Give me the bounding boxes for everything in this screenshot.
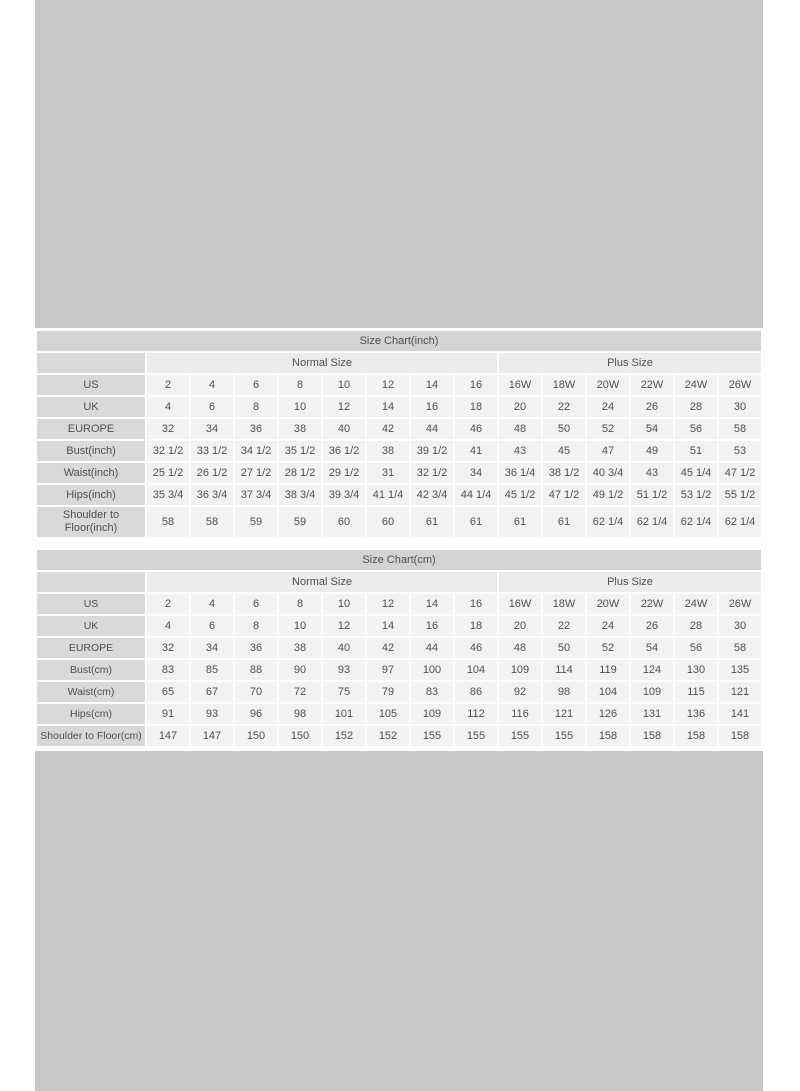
group-header-normal-size: Normal Size [147,572,497,592]
table-cell: 62 1/4 [587,507,629,537]
table-cell: 121 [543,704,585,724]
row-label: Shoulder to Floor(inch) [37,507,145,537]
table-cell: 24 [587,616,629,636]
table-cell: 59 [279,507,321,537]
table-cell: 32 [147,638,189,658]
table-cell: 100 [411,660,453,680]
table-row [37,397,761,417]
table-cell: 47 1/2 [543,485,585,505]
table-cell: 24W [675,594,717,614]
table-cell: 112 [455,704,497,724]
table-row [37,594,761,614]
table-cell: 10 [279,616,321,636]
table-cell: 14 [411,594,453,614]
table-row [37,682,761,702]
table-cell: 136 [675,704,717,724]
table-cell: 51 [675,441,717,461]
table-cell: 46 [455,638,497,658]
table-cell: 30 [719,397,761,417]
table-cell: 41 1/4 [367,485,409,505]
table-cell: 16 [411,397,453,417]
table-cell: 49 [631,441,673,461]
table-cell: 4 [191,375,233,395]
table-cell: 55 1/2 [719,485,761,505]
size-chart-panel [35,328,763,751]
table-cell: 32 1/2 [411,463,453,483]
table-row [37,726,761,746]
row-label: EUROPE [37,419,145,439]
table-cell: 147 [191,726,233,746]
table-cell: 40 [323,638,365,658]
corner-cell [37,353,145,373]
table-row [37,463,761,483]
table-cell: 27 1/2 [235,463,277,483]
table-cell: 42 3/4 [411,485,453,505]
table-cell: 37 3/4 [235,485,277,505]
table-cell: 88 [235,660,277,680]
row-label: Waist(cm) [37,682,145,702]
table-cell: 22 [543,616,585,636]
row-label: Bust(cm) [37,660,145,680]
group-header-normal-size: Normal Size [147,353,497,373]
corner-cell [37,572,145,592]
table-cell: 6 [191,616,233,636]
table-cell: 10 [323,594,365,614]
product-image-gray-backdrop [35,0,763,1091]
table-cell: 10 [279,397,321,417]
table-cell: 20 [499,397,541,417]
table-row [37,704,761,724]
table-row [37,616,761,636]
table-cell: 39 1/2 [411,441,453,461]
table-cell: 62 1/4 [719,507,761,537]
table-row [37,660,761,680]
table-cell: 54 [631,638,673,658]
table-cell: 152 [323,726,365,746]
table-cell: 4 [147,616,189,636]
table-cell: 104 [455,660,497,680]
table-cell: 158 [719,726,761,746]
table-cell: 28 [675,397,717,417]
table-cell: 6 [235,375,277,395]
table-cell: 152 [367,726,409,746]
table-cell: 40 3/4 [587,463,629,483]
table-cell: 53 [719,441,761,461]
table-cell: 8 [279,375,321,395]
table-cell: 34 1/2 [235,441,277,461]
table-cell: 38 3/4 [279,485,321,505]
table-title-row [37,550,761,570]
row-label: US [37,375,145,395]
table-cell: 61 [543,507,585,537]
table-cell: 12 [367,375,409,395]
table-cell: 135 [719,660,761,680]
table-cell: 28 1/2 [279,463,321,483]
table-cell: 24 [587,397,629,417]
table-cell: 24W [675,375,717,395]
table-cell: 20W [587,594,629,614]
table-cell: 34 [191,638,233,658]
table-cell: 36 1/4 [499,463,541,483]
table-cell: 50 [543,419,585,439]
table-row [37,419,761,439]
table-cell: 115 [675,682,717,702]
table-cell: 53 1/2 [675,485,717,505]
table-cell: 38 1/2 [543,463,585,483]
table-cell: 141 [719,704,761,724]
table-cell: 16W [499,594,541,614]
table-cell: 65 [147,682,189,702]
table-cell: 26W [719,375,761,395]
table-cell: 26W [719,594,761,614]
table-cell: 22W [631,375,673,395]
table-cell: 67 [191,682,233,702]
group-header-plus-size: Plus Size [499,353,761,373]
table-cell: 26 1/2 [191,463,233,483]
table-cell: 86 [455,682,497,702]
table-cell: 90 [279,660,321,680]
table-cell: 38 [279,638,321,658]
row-label: Bust(inch) [37,441,145,461]
table-cell: 109 [411,704,453,724]
table-cell: 8 [279,594,321,614]
table-cell: 47 [587,441,629,461]
table-cell: 6 [191,397,233,417]
table-cell: 34 [191,419,233,439]
table-cell: 126 [587,704,629,724]
table-cell: 32 1/2 [147,441,189,461]
table-cell: 131 [631,704,673,724]
row-label: UK [37,397,145,417]
table-cell: 62 1/4 [675,507,717,537]
table-cell: 61 [455,507,497,537]
table-cell: 4 [147,397,189,417]
table-cell: 49 1/2 [587,485,629,505]
table-row [37,638,761,658]
table-cell: 12 [367,594,409,614]
table-cell: 52 [587,638,629,658]
table-cell: 60 [367,507,409,537]
table-cell: 62 1/4 [631,507,673,537]
table-cell: 52 [587,419,629,439]
table-cell: 72 [279,682,321,702]
table-cell: 2 [147,594,189,614]
table-cell: 18 [455,397,497,417]
table-title: Size Chart(inch) [37,331,761,351]
table-cell: 48 [499,419,541,439]
table-cell: 104 [587,682,629,702]
table-cell: 38 [367,441,409,461]
table-cell: 101 [323,704,365,724]
table-cell: 22W [631,594,673,614]
table-cell: 93 [323,660,365,680]
table-cell: 158 [631,726,673,746]
table-cell: 150 [235,726,277,746]
table-cell: 8 [235,616,277,636]
table-cell: 155 [455,726,497,746]
table-cell: 30 [719,616,761,636]
table-row [37,375,761,395]
table-row [37,485,761,505]
table-cell: 98 [279,704,321,724]
group-header-row [37,353,761,373]
row-label: US [37,594,145,614]
row-label: EUROPE [37,638,145,658]
table-cell: 58 [719,419,761,439]
table-cell: 121 [719,682,761,702]
table-cell: 20W [587,375,629,395]
table-cell: 61 [411,507,453,537]
table-cell: 98 [543,682,585,702]
table-cell: 18W [543,594,585,614]
table-cell: 16 [455,375,497,395]
table-cell: 43 [631,463,673,483]
table-cell: 12 [323,616,365,636]
table-cell: 83 [147,660,189,680]
table-cell: 12 [323,397,365,417]
table-cell: 75 [323,682,365,702]
table-cell: 158 [587,726,629,746]
table-cell: 96 [235,704,277,724]
table-cell: 105 [367,704,409,724]
table-row [37,441,761,461]
table-cell: 44 [411,638,453,658]
row-label: UK [37,616,145,636]
table-cell: 85 [191,660,233,680]
table-cell: 32 [147,419,189,439]
table-cell: 119 [587,660,629,680]
table-divider-gap [35,539,763,548]
table-cell: 114 [543,660,585,680]
table-title-row [37,331,761,351]
table-cell: 39 3/4 [323,485,365,505]
table-cell: 50 [543,638,585,658]
table-cell: 124 [631,660,673,680]
size-chart-cm-table [35,548,763,748]
table-cell: 97 [367,660,409,680]
table-cell: 130 [675,660,717,680]
table-cell: 28 [675,616,717,636]
table-cell: 16 [411,616,453,636]
table-cell: 45 1/2 [499,485,541,505]
table-cell: 26 [631,397,673,417]
table-cell: 36 1/2 [323,441,365,461]
row-label: Hips(inch) [37,485,145,505]
table-cell: 155 [543,726,585,746]
table-cell: 25 1/2 [147,463,189,483]
table-cell: 6 [235,594,277,614]
table-title: Size Chart(cm) [37,550,761,570]
table-cell: 61 [499,507,541,537]
table-cell: 35 1/2 [279,441,321,461]
table-cell: 29 1/2 [323,463,365,483]
table-cell: 43 [499,441,541,461]
table-cell: 79 [367,682,409,702]
table-cell: 109 [631,682,673,702]
table-cell: 22 [543,397,585,417]
table-cell: 41 [455,441,497,461]
table-cell: 60 [323,507,365,537]
table-cell: 58 [147,507,189,537]
table-cell: 59 [235,507,277,537]
table-cell: 26 [631,616,673,636]
table-cell: 42 [367,638,409,658]
table-cell: 58 [191,507,233,537]
table-cell: 14 [367,397,409,417]
table-cell: 48 [499,638,541,658]
table-cell: 38 [279,419,321,439]
table-cell: 116 [499,704,541,724]
table-cell: 109 [499,660,541,680]
table-cell: 155 [499,726,541,746]
table-cell: 42 [367,419,409,439]
table-cell: 46 [455,419,497,439]
table-cell: 56 [675,419,717,439]
table-cell: 40 [323,419,365,439]
table-cell: 18W [543,375,585,395]
table-cell: 16W [499,375,541,395]
table-cell: 4 [191,594,233,614]
row-label: Shoulder to Floor(cm) [37,726,145,746]
table-cell: 14 [411,375,453,395]
table-cell: 10 [323,375,365,395]
table-cell: 16 [455,594,497,614]
table-cell: 34 [455,463,497,483]
table-cell: 33 1/2 [191,441,233,461]
table-cell: 58 [719,638,761,658]
table-cell: 83 [411,682,453,702]
group-header-plus-size: Plus Size [499,572,761,592]
table-cell: 44 [411,419,453,439]
table-cell: 47 1/2 [719,463,761,483]
table-cell: 91 [147,704,189,724]
table-cell: 158 [675,726,717,746]
table-cell: 18 [455,616,497,636]
table-row [37,507,761,537]
table-cell: 20 [499,616,541,636]
table-cell: 36 3/4 [191,485,233,505]
table-cell: 31 [367,463,409,483]
table-cell: 8 [235,397,277,417]
table-cell: 45 1/4 [675,463,717,483]
table-cell: 56 [675,638,717,658]
size-chart-inch-table [35,329,763,539]
group-header-row [37,572,761,592]
table-cell: 36 [235,419,277,439]
table-cell: 155 [411,726,453,746]
table-cell: 51 1/2 [631,485,673,505]
table-cell: 44 1/4 [455,485,497,505]
table-cell: 45 [543,441,585,461]
row-label: Hips(cm) [37,704,145,724]
table-cell: 2 [147,375,189,395]
table-cell: 150 [279,726,321,746]
table-cell: 14 [367,616,409,636]
table-cell: 92 [499,682,541,702]
table-cell: 54 [631,419,673,439]
table-cell: 93 [191,704,233,724]
table-cell: 35 3/4 [147,485,189,505]
row-label: Waist(inch) [37,463,145,483]
table-cell: 70 [235,682,277,702]
table-cell: 36 [235,638,277,658]
table-cell: 147 [147,726,189,746]
